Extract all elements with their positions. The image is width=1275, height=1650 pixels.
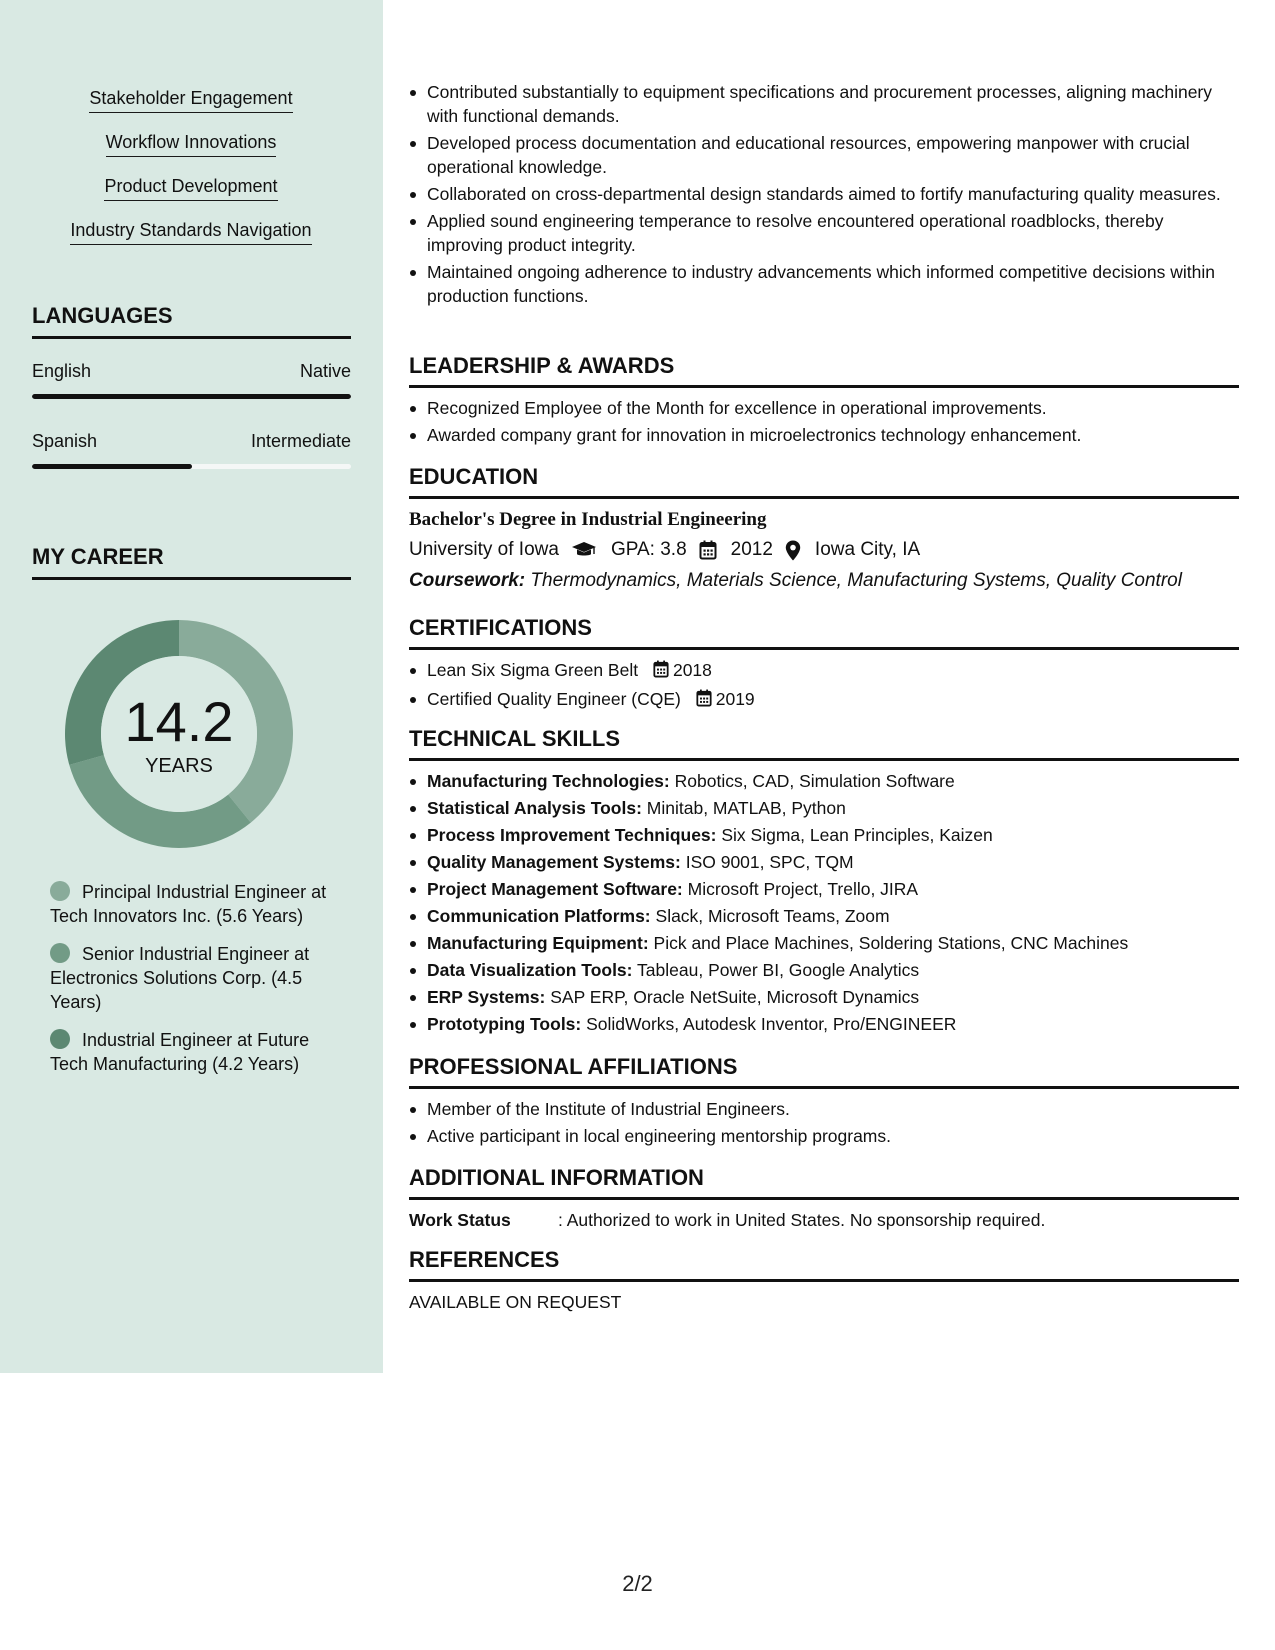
section-heading: EDUCATION [409,463,1239,499]
references-text: AVAILABLE ON REQUEST [409,1292,622,1312]
education-section [409,463,1239,594]
list-item: Recognized Employee of the Month for excellence in operational improvements. [409,396,1239,420]
list-item: Process Improvement Techniques: Six Sigma, Lean Principles, Kaizen [409,823,1239,847]
legend-dot [50,881,70,901]
career-item: Principal Industrial Engineer at Tech Innovators Inc. (5.6 Years) [50,882,327,926]
career-total-unit: YEARS [145,755,213,777]
coursework-label: Coursework: [409,570,526,591]
location-pin-icon [785,540,801,561]
strengths-list [32,86,350,262]
language-name: Spanish [32,431,98,451]
career-item: Industrial Engineer at Future Tech Manufacturing (4.2 Years) [50,1030,310,1074]
list-item: Awarded company grant for innovation in microelectronics technology enhancement. [409,423,1239,447]
coursework [409,568,1239,594]
section-heading: TECHNICAL SKILLS [409,725,1239,761]
list-item: Member of the Institute of Industrial Engineers. [409,1097,1239,1121]
list-item: Manufacturing Equipment: Pick and Place Machines, Soldering Stations, CNC Machines [409,931,1239,955]
list-item: Project Management Software: Microsoft Project, Trello, JIRA [409,877,1239,901]
strength-item: Stakeholder Engagement [32,86,350,113]
strength-item: Workflow Innovations [32,130,350,157]
strength-item: Industry Standards Navigation [32,218,350,245]
work-status-row [409,1208,1239,1232]
language-english [32,359,351,399]
language-bar [32,394,351,399]
list-item: Statistical Analysis Tools: Minitab, MATLAB, Python [409,796,1239,820]
education-meta [409,537,1239,563]
calendar-icon [696,689,712,713]
section-heading: LEADERSHIP & AWARDS [409,352,1239,388]
language-bar [32,464,351,469]
list-item: Maintained ongoing adherence to industry advancements which informed competitive decisions within production functions. [409,260,1239,308]
work-status-value: : Authorized to work in United States. No sponsorship required. [558,1210,1046,1230]
school-name: University of Iowa [409,539,559,560]
list-item: Applied sound engineering temperance to resolve encountered operational roadblocks, thereby improving product integrity. [409,209,1239,257]
graduation-cap-icon [571,541,597,559]
language-spanish [32,429,351,469]
section-heading: CERTIFICATIONS [409,614,1239,650]
experience-bullets [409,80,1239,308]
list-item: Certified Quality Engineer (CQE) 2019 [409,687,1239,713]
section-heading: PROFESSIONAL AFFILIATIONS [409,1053,1239,1089]
gpa: GPA: 3.8 [610,539,687,560]
language-name: English [32,361,92,381]
section-heading: REFERENCES [409,1246,1239,1282]
list-item: ERP Systems: SAP ERP, Oracle NetSuite, Microsoft Dynamics [409,985,1239,1009]
list-item: Communication Platforms: Slack, Microsoft Teams, Zoom [409,904,1239,928]
legend-dot [50,943,70,963]
references-section [409,1246,1239,1314]
affiliations-section [409,1053,1239,1151]
career-heading: MY CAREER [32,543,351,580]
list-item: Contributed substantially to equipment specifications and procurement processes, aligning machinery with functional demands. [409,80,1239,128]
calendar-icon [699,540,717,560]
leadership-section [409,352,1239,450]
language-level: Native [299,361,351,381]
language-bar-fill [32,394,351,399]
languages-heading: LANGUAGES [32,302,351,339]
career-item: Senior Industrial Engineer at Electronics Solutions Corp. (4.5 Years) [50,944,310,1012]
graduation-year: 2012 [730,539,773,560]
certifications-section [409,614,1239,716]
list-item: Collaborated on cross-departmental design standards aimed to fortify manufacturing quality measures. [409,182,1239,206]
coursework-list: Thermodynamics, Materials Science, Manufacturing Systems, Quality Control [530,570,1182,591]
sidebar [0,0,383,1373]
language-bar-fill [32,464,192,469]
strength-item: Product Development [32,174,350,201]
calendar-icon [653,660,669,684]
list-item: Prototyping Tools: SolidWorks, Autodesk Inventor, Pro/ENGINEER [409,1012,1239,1036]
additional-info-section [409,1164,1239,1232]
list-item: Active participant in local engineering mentorship programs. [409,1124,1239,1148]
list-item: Quality Management Systems: ISO 9001, SPC, TQM [409,850,1239,874]
language-level: Intermediate [250,431,351,451]
career-list [50,880,330,1090]
list-item: Manufacturing Technologies: Robotics, CAD, Simulation Software [409,769,1239,793]
page-number: 2/2 [622,1571,653,1596]
work-status-label: Work Status [409,1210,511,1230]
career-total-years: 14.2 [124,690,234,753]
technical-skills-section [409,725,1239,1039]
list-item: Lean Six Sigma Green Belt 2018 [409,658,1239,684]
list-item: Developed process documentation and educational resources, empowering manpower with crucial operational knowledge. [409,131,1239,179]
school-location: Iowa City, IA [814,539,921,560]
list-item: Data Visualization Tools: Tableau, Power BI, Google Analytics [409,958,1239,982]
legend-dot [50,1029,70,1049]
degree-title: Bachelor's Degree in Industrial Engineering [409,509,767,530]
section-heading: ADDITIONAL INFORMATION [409,1164,1239,1200]
experience-section [409,80,1239,311]
